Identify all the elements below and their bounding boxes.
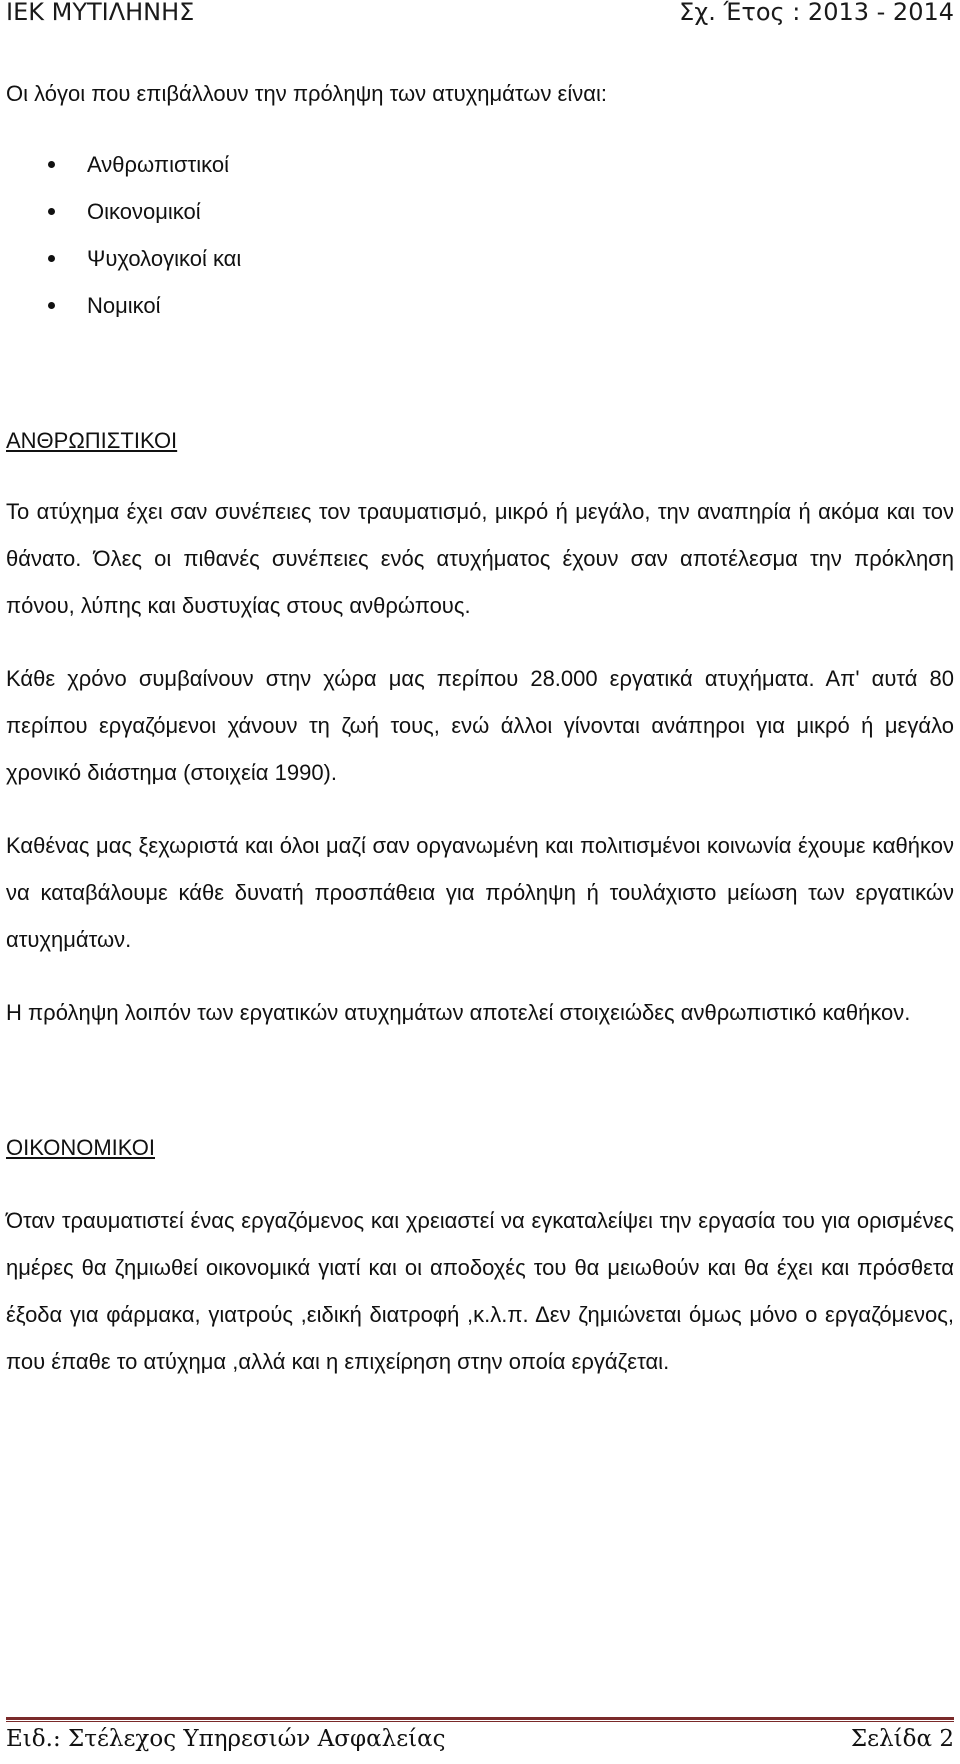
bullet-icon bbox=[48, 161, 55, 168]
paragraph: Όταν τραυματιστεί ένας εργαζόμενος και χρειαστεί να εγκαταλείψει την εργασία του για ορισμένες ημέρες θα ζημιωθεί οικονομικά γιατί και οι αποδοχές του θα μειωθούν και θα έχει και πρόσθετα έξοδα για φάρμακα, γιατρούς ,ειδική διατροφή ,κ.λ.π. Δεν ζημιώνεται όμως μόνο ο εργαζόμενος, που έπαθε το ατύχημα ,αλλά και η επιχείρηση στην οποία εργάζεται. bbox=[6, 1208, 954, 1374]
bullet-icon bbox=[48, 208, 55, 215]
list-item bbox=[6, 235, 954, 282]
list-item bbox=[6, 141, 954, 188]
page-footer bbox=[6, 1726, 954, 1760]
list-item-label: Οικονομικοί bbox=[87, 199, 201, 224]
paragraph: Καθένας μας ξεχωριστά και όλοι μαζί σαν οργανωμένη και πολιτισμένοι κοινωνία έχουμε καθήκον να καταβάλουμε κάθε δυνατή προσπάθεια για πρόληψη ή τουλάχιστο μείωση των εργατικών ατυχημάτων. bbox=[6, 833, 954, 952]
bullet-icon bbox=[48, 255, 55, 262]
bullet-icon bbox=[48, 302, 55, 309]
reasons-list bbox=[6, 141, 954, 329]
footer-specialty: Ειδ.: Στέλεχος Υπηρεσιών Ασφαλείας bbox=[6, 1726, 446, 1752]
list-item bbox=[6, 282, 954, 329]
intro-paragraph: Οι λόγοι που επιβάλλουν την πρόληψη των ατυχημάτων είναι: bbox=[6, 81, 607, 106]
section-heading-economic: ΟΙΚΟΝΟΜΙΚΟΙ bbox=[6, 1135, 155, 1160]
footer-divider-thin bbox=[6, 1721, 954, 1722]
header-school-year: Σχ. Έτος : 2013 - 2014 bbox=[679, 0, 954, 26]
list-item bbox=[6, 188, 954, 235]
list-item-label: Ανθρωπιστικοί bbox=[87, 152, 229, 177]
paragraph: Η πρόληψη λοιπόν των εργατικών ατυχημάτων αποτελεί στοιχειώδες ανθρωπιστικό καθήκον. bbox=[6, 1000, 911, 1025]
list-item-label: Νομικοί bbox=[87, 293, 161, 318]
page-number: Σελίδα 2 bbox=[850, 1726, 954, 1752]
section-heading-humanitarian: ΑΝΘΡΩΠΙΣΤΙΚΟΙ bbox=[6, 428, 178, 453]
page-header bbox=[6, 0, 954, 28]
list-item-label: Ψυχολογικοί και bbox=[87, 246, 242, 271]
document-body bbox=[6, 70, 954, 1385]
paragraph: Κάθε χρόνο συμβαίνουν στην χώρα μας περίπου 28.000 εργατικά ατυχήματα. Απ' αυτά 80 περίπου εργαζόμενοι χάνουν τη ζωή τους, ενώ άλλοι γίνονται ανάπηροι για μικρό ή μεγάλο χρονικό διάστημα (στοιχεία 1990). bbox=[6, 666, 954, 785]
paragraph: Το ατύχημα έχει σαν συνέπειες τον τραυματισμό, μικρό ή μεγάλο, την αναπηρία ή ακόμα και τον θάνατο. Όλες οι πιθανές συνέπειες ενός ατυχήματος έχουν σαν αποτέλεσμα την πρόκληση πόνου, λύπης και δυστυχίας στους ανθρώπους. bbox=[6, 499, 954, 618]
footer-divider bbox=[6, 1717, 954, 1720]
header-school: ΙΕΚ ΜΥΤΙΛΗΝΗΣ bbox=[6, 0, 195, 26]
